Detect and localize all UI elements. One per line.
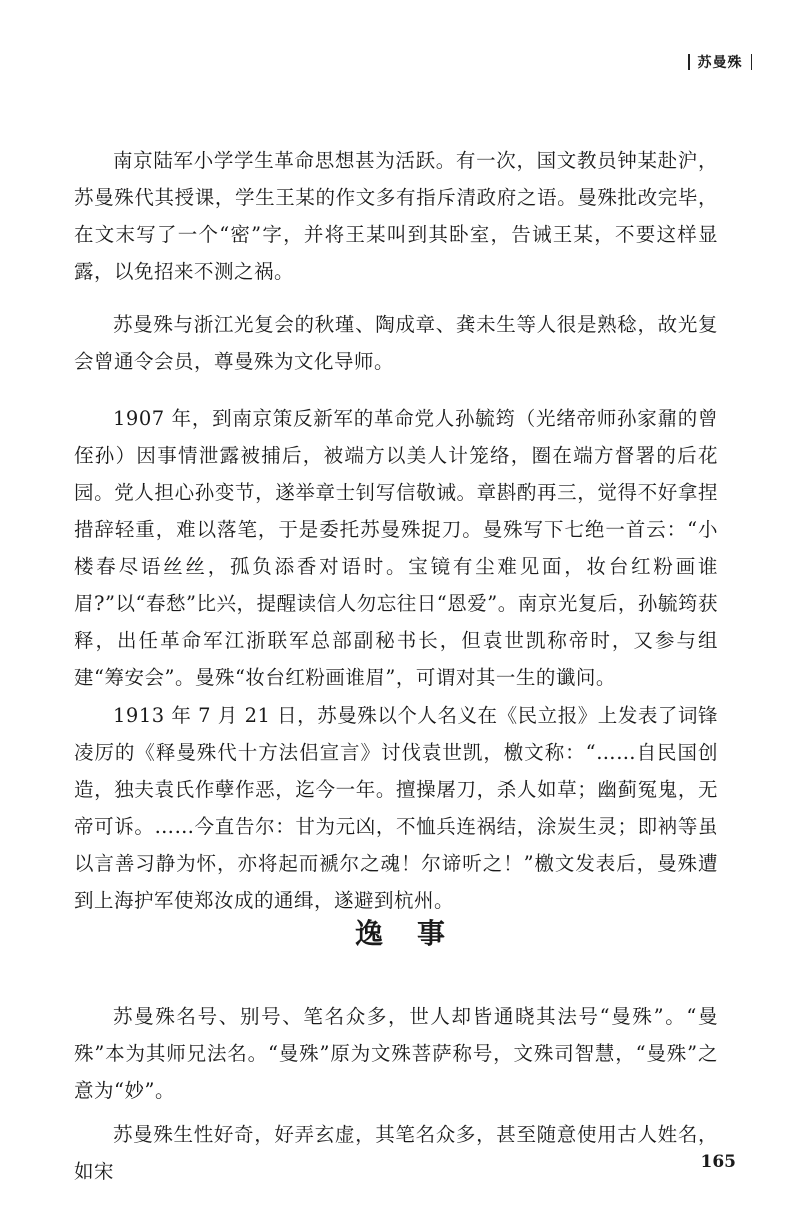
paragraph-pen-names: 苏曼殊生性好奇，好弄玄虚，其笔名众多，甚至随意使用古人姓名，如宋 bbox=[74, 1123, 718, 1183]
section-title: 逸事 bbox=[354, 917, 479, 950]
running-head bbox=[680, 48, 760, 76]
page-number: 165 bbox=[700, 1152, 736, 1172]
paragraph-lujun-school: 南京陆军小学学生革命思想甚为活跃。有一次，国文教员钟某赴沪，苏曼殊代其授课，学生王某的作文多有指斥清政府之语。曼殊批改完毕，在文末写了一个“密”字，并将王某叫到其卧室，告诫王某，不要这样显露，以免招来不测之祸。 bbox=[74, 149, 718, 283]
paragraph-1907-sun-yujun: 1907 年，到南京策反新军的革命党人孙毓筠（光绪帝师孙家鼐的曾侄孙）因事情泄露被捕后，被端方以美人计笼络，圈在端方督署的后花园。党人担心孙变节，遂举章士钊写信敬诫。章斟酌再三，觉得不好拿捏措辞轻重，难以落笔，于是委托苏曼殊捉刀。曼殊写下七绝一首云：“小楼春尽语丝丝，孤负添香对语时。宝镜有尘难见面，妆台红粉画谁眉?”以“春愁”比兴，提醒读信人勿忘往日“恩爱”。南京光复后，孙毓筠获释，出任革命军江浙联军总部副秘书长，但袁世凯称帝时，又参与组建“筹安会”。曼殊“妆台红粉画谁眉”，可谓对其一生的谶问。 bbox=[74, 407, 718, 689]
paragraph-name-origin: 苏曼殊名号、别号、笔名众多，世人却皆通晓其法号“曼殊”。“曼殊”本为其师兄法名。“曼殊”原为文殊菩萨称号，文殊司智慧，“曼殊”之意为“妙”。 bbox=[74, 1005, 718, 1102]
running-head-right-rule bbox=[751, 54, 753, 70]
running-head-left-rule bbox=[688, 54, 690, 70]
running-head-title: 苏曼殊 bbox=[697, 55, 743, 71]
paragraph-1913-manifesto: 1913 年 7 月 21 日，苏曼殊以个人名义在《民立报》上发表了词锋凌厉的《释曼殊代十方法侣宣言》讨伐袁世凯，檄文称：“……自民国创造，独夫袁氏作孽作恶，迄今一年。擅操屠刀，杀人如草；幽蓟冤鬼，无帝可诉。……今直告尔：甘为元凶，不恤兵连祸结，涂炭生灵；即衲等虽以言善习静为怀，亦将起而褫尔之魂！尔谛听之！”檄文发表后，曼殊遭到上海护军使郑汝成的通缉，遂避到杭州。 bbox=[74, 704, 718, 912]
paragraph-guangfuhui: 苏曼殊与浙江光复会的秋瑾、陶成章、龚未生等人很是熟稔，故光复会曾通令会员，尊曼殊为文化导师。 bbox=[74, 313, 718, 373]
